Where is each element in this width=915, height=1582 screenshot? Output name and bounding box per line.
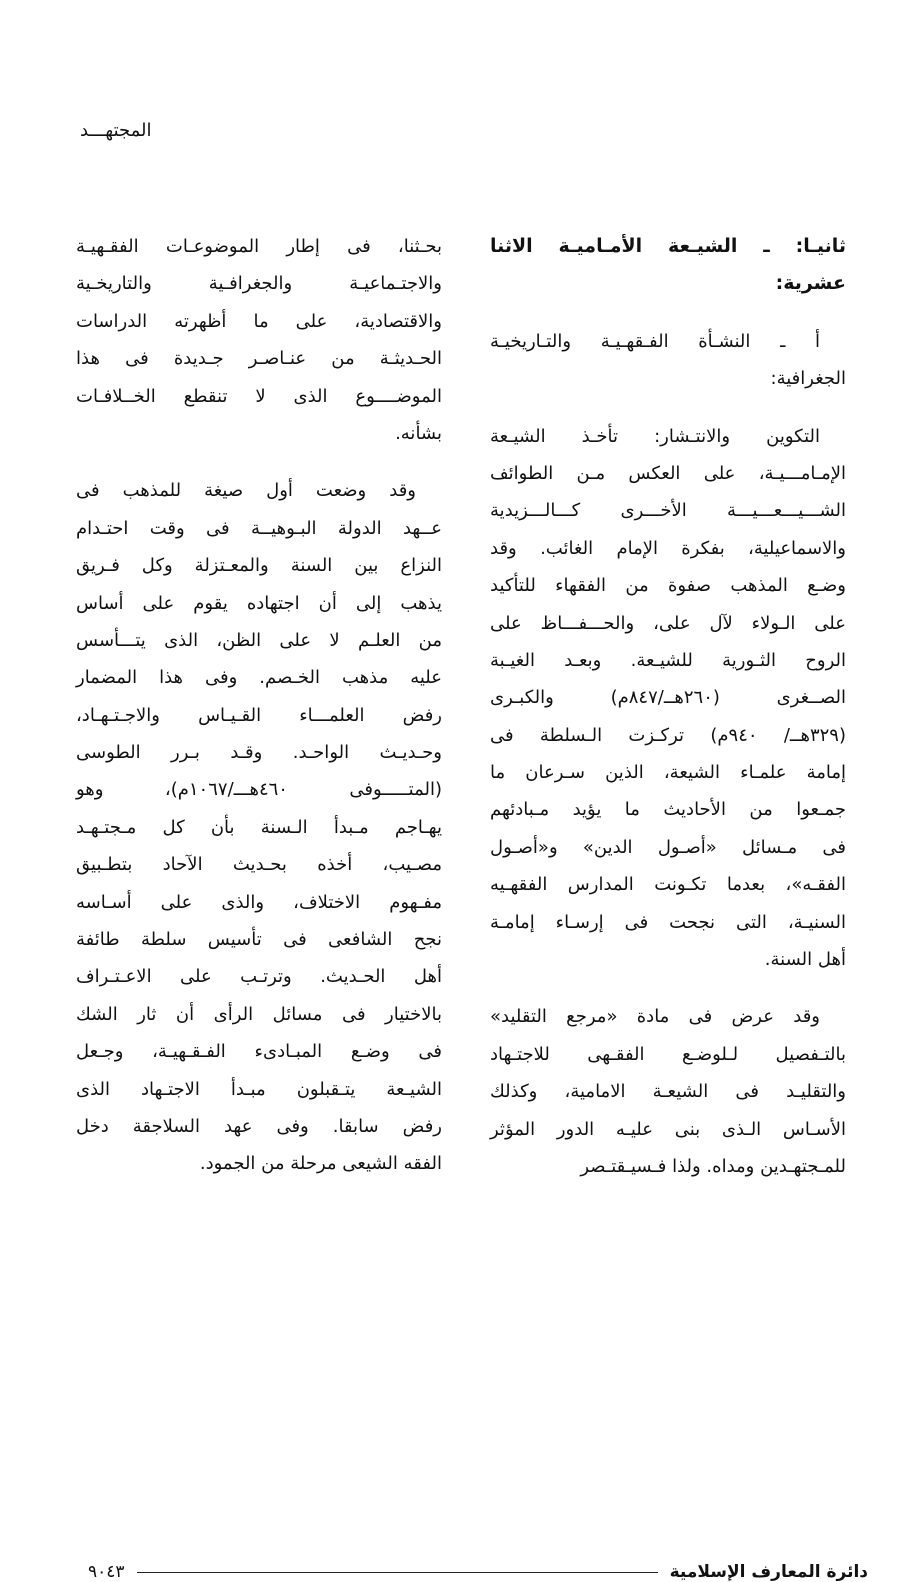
subheading-line: الجغرافية: bbox=[770, 368, 846, 390]
text-line: (المتـــــوفى ٤٦٠هـــ/١٠٦٧م)، وهو bbox=[76, 779, 443, 801]
right-column bbox=[490, 228, 846, 1185]
text-line: الفقه الشيعى مرحلة من الجمود. bbox=[199, 1153, 442, 1175]
text-line: وقد عرض فى مادة «مرجع التقليد» bbox=[490, 1006, 820, 1028]
heading-line: ثانيـا: ـ الشيـعة الأمـاميـة الاثنا bbox=[490, 235, 846, 257]
text-line: أهل السنة. bbox=[764, 949, 846, 971]
text-line: السنيـة، التى نجحت فى إرسـاء إمامـة bbox=[490, 911, 846, 933]
subheading-line: أ ـ النشـأة الفـقهـيـة والتـاريخيـة bbox=[490, 330, 820, 352]
text-line: (٣٢٩هــ/ ٩٤٠م) تركـزت الـسلطة فى bbox=[490, 724, 846, 746]
paragraph bbox=[76, 228, 442, 452]
section-heading bbox=[490, 228, 846, 303]
text-line: يهـاجم مـبدأ الـسنة بأن كل مـجتـهـد bbox=[76, 816, 442, 838]
page-footer bbox=[88, 1562, 868, 1582]
left-column bbox=[76, 228, 442, 1203]
text-line: الفقـه»، بعدما تكـونت المدارس الفقهـيه bbox=[490, 874, 846, 896]
text-line: مصـيب، أخذه بحـديث الآحاد بتطـبيق bbox=[76, 854, 442, 876]
text-line: أهل الحـديث. وترتـب على الاعـتـراف bbox=[76, 966, 442, 988]
text-line: عليه مذهب الخـصم. وفى هذا المضمار bbox=[76, 667, 442, 689]
text-line: نجح الشافعى فى تأسيس سلطة طائفة bbox=[76, 929, 442, 951]
text-line: والتقليـد فى الشيعـة الامامية، وكذلك bbox=[490, 1081, 846, 1103]
text-line: بحـثنا، فى إطار الموضوعـات الفقـهيـة bbox=[76, 236, 442, 257]
text-line: يذهب إلى أن اجتهاده يقوم على أساس bbox=[76, 592, 442, 614]
paragraph bbox=[76, 472, 442, 1182]
text-line: وضـع المذهب صفوة من الفقهاء للتأكيد bbox=[490, 575, 846, 597]
text-line: بشأنه. bbox=[395, 422, 442, 444]
paragraph bbox=[490, 418, 846, 979]
text-line: الروح الثـورية للشيـعة. وبعـد الغيـبة bbox=[490, 649, 846, 671]
text-line: الموضــــوع الذى لا تنقطع الخــلافـات bbox=[76, 385, 442, 407]
text-line: الحـديثـة من عنـاصـر جـديدة فى هذا bbox=[76, 348, 442, 370]
text-line: الشيـعة يتـقبلون مبـدأ الاجتـهاد الذى bbox=[76, 1078, 442, 1100]
text-line: بالاختيار فى مسائل الرأى أن ثار الشك bbox=[76, 1003, 442, 1025]
text-line: الشـــيـــعـــيـــة الأخـــرى كـــالـــزيدية bbox=[490, 500, 846, 522]
text-line: النزاع بين السنة والمعـتزلة وكل فـريق bbox=[76, 555, 442, 577]
running-head: المجتهـــد bbox=[80, 120, 152, 141]
text-line: إمامة علمـاء الشيعة، الذين سـرعان ما bbox=[490, 762, 846, 784]
text-line: وحـديـث الواحـد. وقـد بـرر الطوسى bbox=[76, 742, 442, 764]
text-line: من العلـم لا على الظن، الذى يتـــأسس bbox=[76, 629, 442, 651]
text-line: الإمـامـــيـة، على العكس مـن الطوائف bbox=[490, 462, 846, 484]
text-line: على الـولاء لآل على، والحـــفـــاظ على bbox=[490, 612, 846, 634]
text-line: عــهد الدولة البـوهيــة فى وقت احتـدام bbox=[76, 517, 442, 539]
subheading bbox=[490, 323, 846, 398]
text-line: وقد وضعت أول صيغة للمذهب فى bbox=[76, 480, 416, 502]
text-line: والاسماعيلية، بفكرة الإمام الغائب. وقد bbox=[490, 537, 846, 559]
text-line: جمـعوا من الأحاديث ما يؤيد مـبادئهم bbox=[490, 799, 846, 821]
paragraph bbox=[490, 998, 846, 1185]
text-line: فى وضـع المبـادىء الفـقـهيـة، وجـعل bbox=[76, 1041, 442, 1063]
text-line: الصــغرى (٢٦٠هــ/٨٤٧م) والكبـرى bbox=[490, 687, 846, 709]
heading-line: عشرية: bbox=[775, 272, 846, 295]
text-line: رفض العلمـــاء القـيـاس والاجـتـهـاد، bbox=[76, 704, 442, 726]
text-line: والاقتصادية، على ما أظهرته الدراسات bbox=[76, 310, 442, 332]
text-line: الأسـاس الـذى بنى عليـه الدور المؤثر bbox=[490, 1118, 846, 1140]
footer-rule bbox=[137, 1572, 658, 1573]
text-line: التكوين والانتـشار: تأخـذ الشيـعة bbox=[490, 425, 820, 447]
text-line: والاجتـماعيـة والجغرافـية والتاريخـية bbox=[76, 273, 442, 295]
text-line: رفض سابقا. وفى عهد السلاجقة دخل bbox=[76, 1115, 442, 1137]
text-line: بالتـفصيل لـلوضـع الفقـهى للاجتـهاد bbox=[490, 1043, 846, 1065]
text-line: مفـهوم الاختلاف، والذى على أسـاسه bbox=[76, 891, 442, 913]
text-line: فى مـسائل «أصـول الدين» و«أصـول bbox=[490, 836, 846, 858]
text-line: للمـجتهـدين ومداه. ولذا فـسيـقتـصر bbox=[580, 1155, 846, 1177]
footer-title: دائرة المعارف الإسلامية bbox=[669, 1562, 868, 1582]
page-number: ٩٠٤٣ bbox=[88, 1562, 125, 1582]
